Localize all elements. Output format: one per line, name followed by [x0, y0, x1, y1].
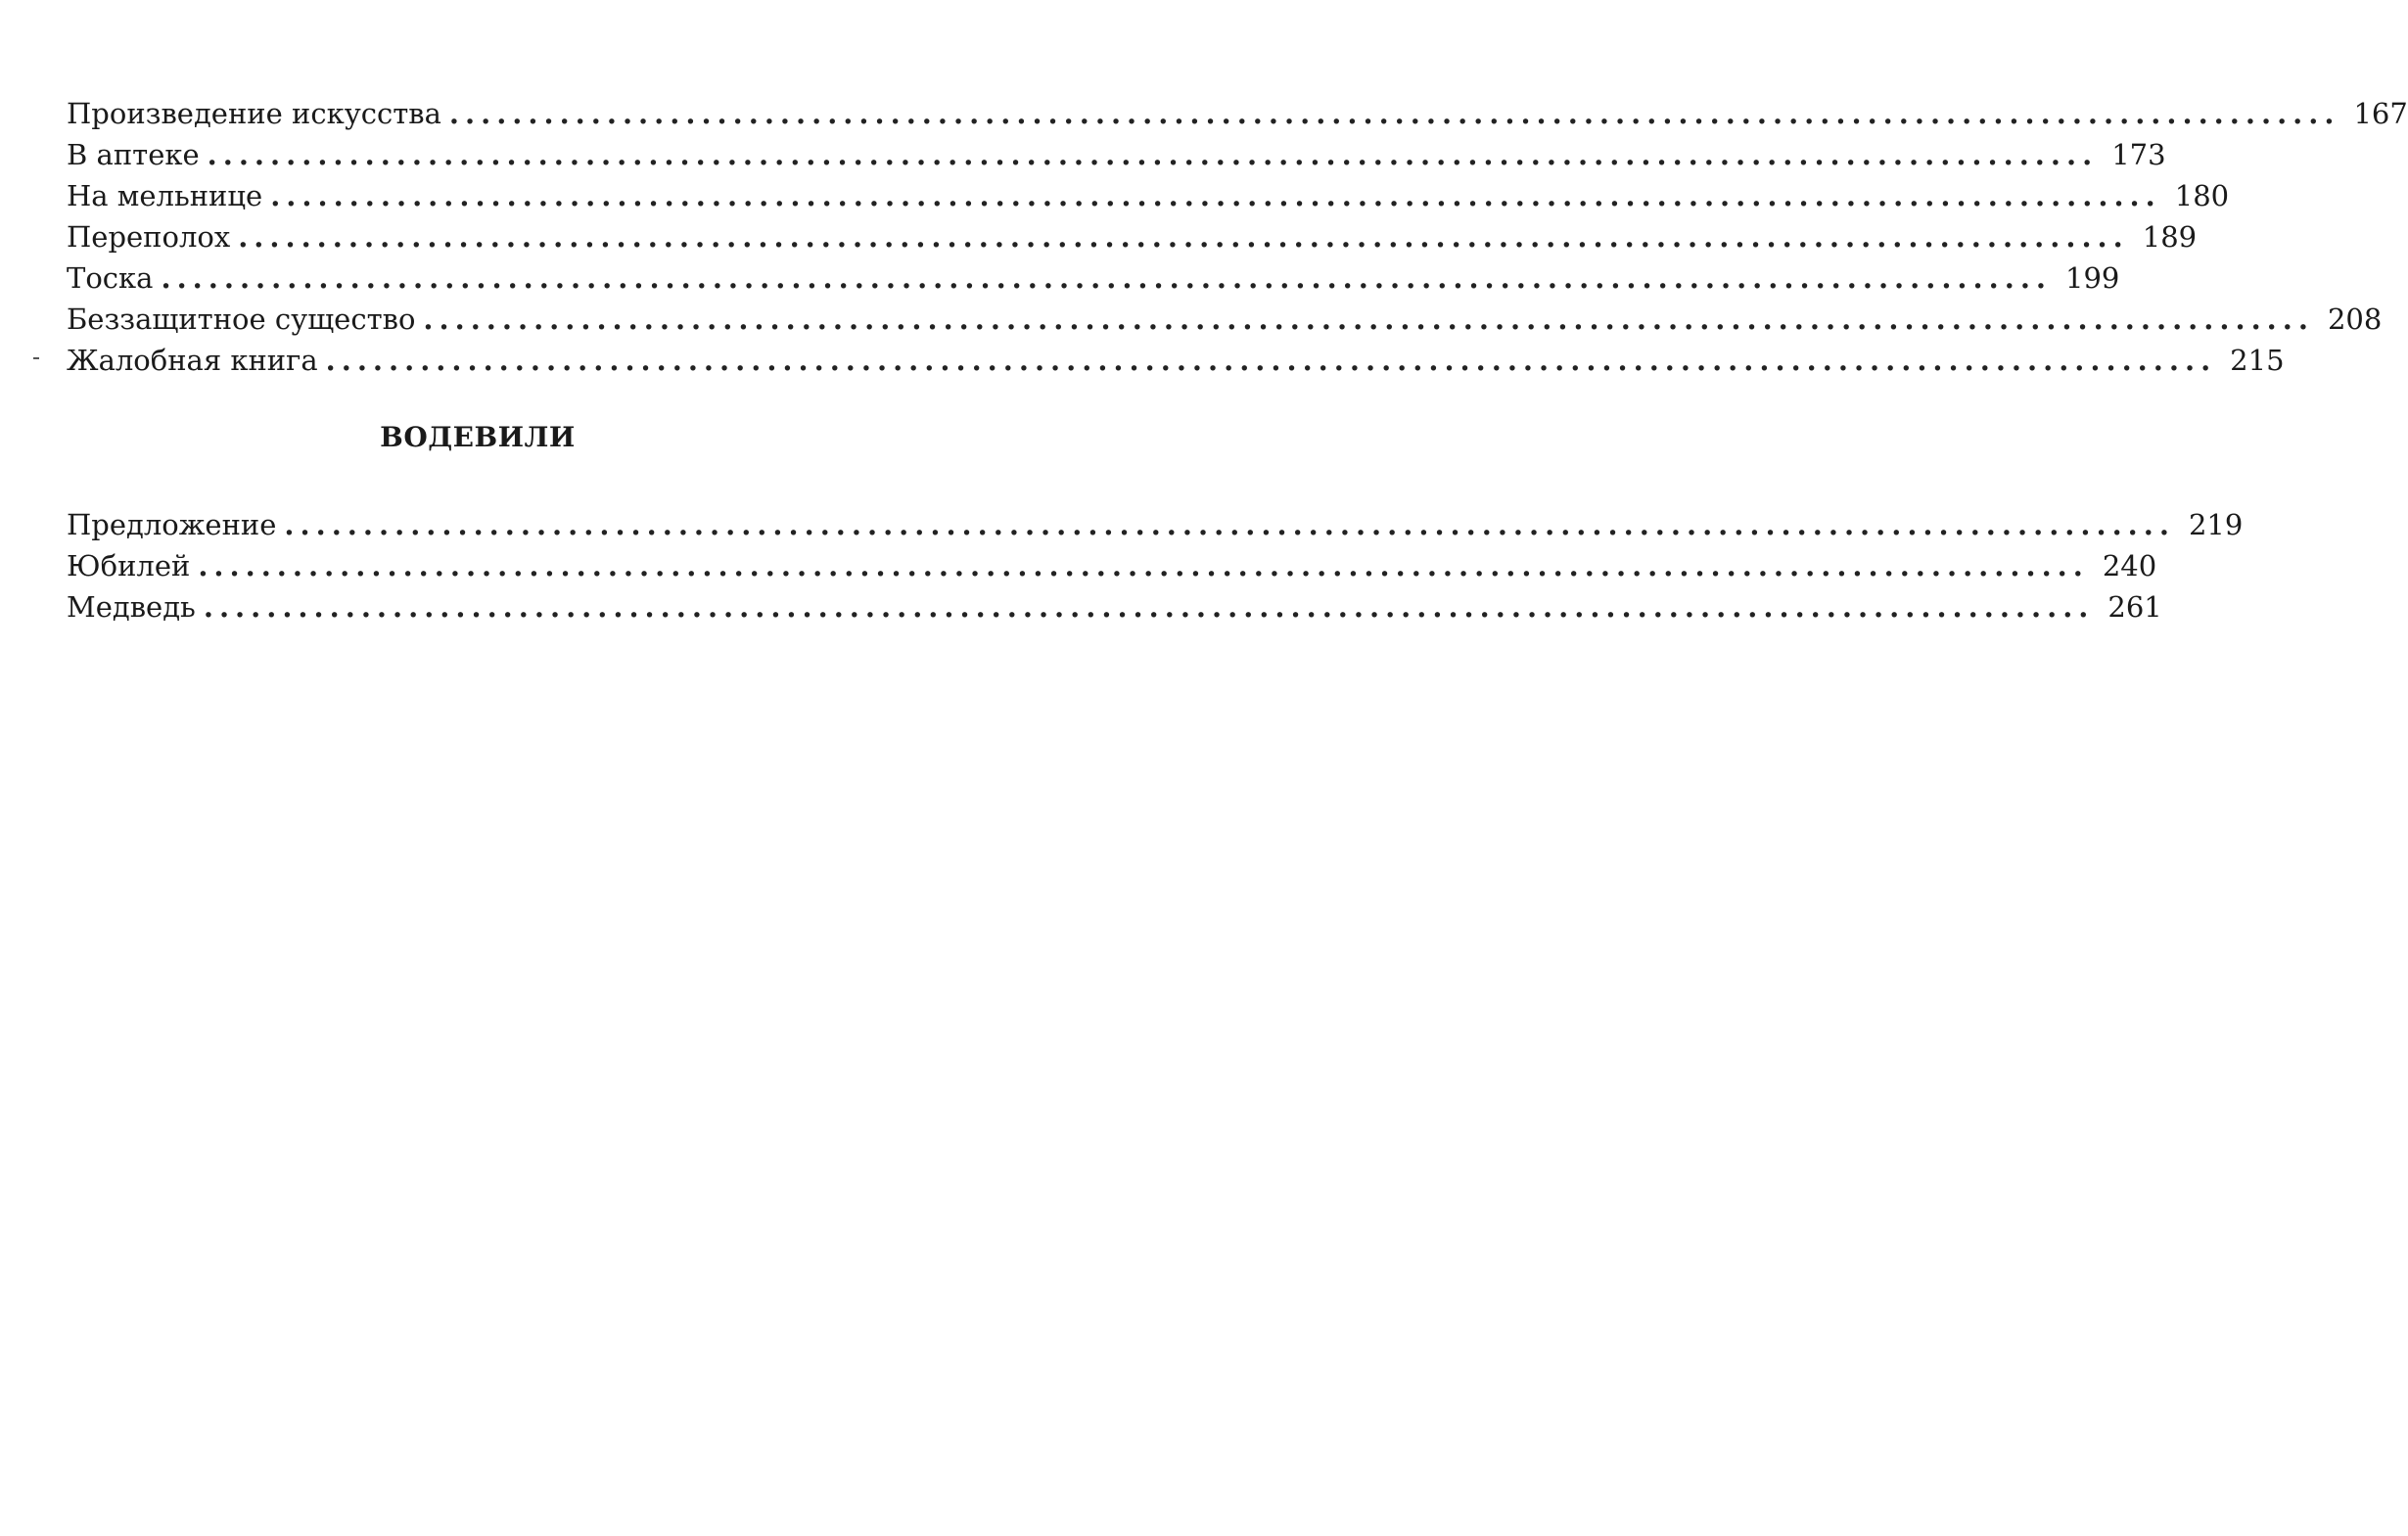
scan-artifact — [33, 357, 39, 359]
toc-list-vaudevilles — [67, 504, 2244, 628]
toc-entry — [67, 504, 2244, 545]
toc-entry — [67, 175, 2230, 216]
toc-entry — [67, 586, 2162, 628]
dot-leader: ........................................................................................................................ — [423, 303, 2314, 336]
dot-leader: ........................................................................................................................ — [448, 97, 2340, 130]
toc-entry-title: Юбилей — [67, 549, 191, 582]
dot-leader: ........................................................................................................................ — [161, 261, 2053, 295]
dot-leader: ........................................................................................................................ — [270, 179, 2161, 212]
toc-entry-title: Медведь — [67, 590, 196, 624]
toc-entry-page: 167 — [2353, 97, 2408, 130]
toc-entry — [67, 134, 2166, 175]
toc-entry-title: Жалобная книга — [67, 344, 318, 377]
dot-leader: ........................................................................................................................ — [238, 220, 2129, 254]
toc-entry-page: 199 — [2065, 261, 2120, 295]
toc-entry-page: 261 — [2107, 590, 2162, 624]
toc-entry-title: Предложение — [67, 508, 277, 541]
toc-entry — [67, 93, 2408, 134]
dot-leader: ........................................................................................................................ — [207, 138, 2099, 171]
toc-entry — [67, 340, 2285, 381]
toc-entry — [67, 216, 2198, 257]
toc-entry-title: Переполох — [67, 220, 231, 254]
toc-entry — [67, 299, 2383, 340]
dot-leader: ........................................................................................................................ — [325, 344, 2217, 377]
toc-entry-page: 219 — [2188, 508, 2244, 541]
toc-entry-title: Тоска — [67, 261, 154, 295]
toc-entry-page: 240 — [2102, 549, 2157, 582]
toc-list-stories — [67, 93, 2408, 381]
section-heading: ВОДЕВИЛИ — [380, 421, 576, 453]
toc-entry-title: Произведение искусства — [67, 97, 441, 130]
dot-leader: ........................................................................................................................ — [203, 590, 2095, 624]
toc-entry-page: 208 — [2327, 303, 2383, 336]
dot-leader: ........................................................................................................................ — [284, 508, 2175, 541]
toc-entry-title: Беззащитное существо — [67, 303, 416, 336]
dot-leader: ........................................................................................................................ — [198, 549, 2089, 582]
toc-entry-page: 215 — [2230, 344, 2285, 377]
toc-entry-title: В аптеке — [67, 138, 200, 171]
toc-entry-page: 180 — [2174, 179, 2230, 212]
toc-entry-title: На мельнице — [67, 179, 263, 212]
toc-entry-page: 173 — [2111, 138, 2166, 171]
toc-entry — [67, 545, 2157, 586]
toc-entry — [67, 257, 2120, 299]
toc-entry-page: 189 — [2142, 220, 2198, 254]
